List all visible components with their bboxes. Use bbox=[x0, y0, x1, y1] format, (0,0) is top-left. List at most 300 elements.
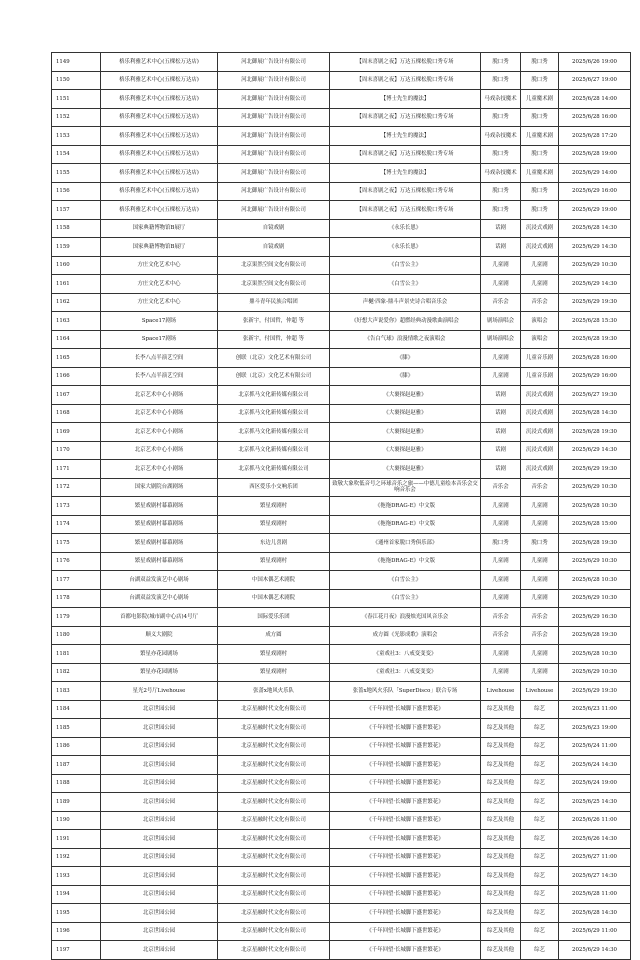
organizer-name: 北京星融时代文化有限公司 bbox=[218, 830, 330, 849]
show-category: 话剧 bbox=[481, 219, 521, 238]
show-title: 《千年回望·长城脚下盛世繁花》 bbox=[330, 774, 481, 793]
organizer-name: 北京抓马文化新传媒有限公司 bbox=[218, 386, 330, 405]
show-datetime: 2025/6/28 17:20 bbox=[559, 127, 631, 146]
show-datetime: 2025/6/27 19:30 bbox=[559, 386, 631, 405]
venue-name: 北京艺术中心小剧场 bbox=[101, 441, 218, 460]
show-datetime: 2025/6/28 19:30 bbox=[559, 534, 631, 553]
table-row bbox=[52, 219, 631, 238]
show-subcategory: 综艺 bbox=[521, 793, 559, 812]
show-datetime: 2025/6/28 14:30 bbox=[559, 404, 631, 423]
venue-name: 北京艺术中心小剧场 bbox=[101, 423, 218, 442]
show-category: 综艺及其他 bbox=[481, 867, 521, 886]
serial-number: 1180 bbox=[52, 626, 101, 645]
show-datetime: 2025/6/29 10:30 bbox=[559, 478, 631, 497]
show-subcategory: Livehouse bbox=[521, 682, 559, 701]
venue-name: 格乐利雅艺术中心(五棵松万达店) bbox=[101, 201, 218, 220]
show-category: 综艺及其他 bbox=[481, 700, 521, 719]
show-datetime: 2025/6/24 11:00 bbox=[559, 737, 631, 756]
show-title: 《大裹探赵赵雅》 bbox=[330, 423, 481, 442]
show-title: 声樾·四象-鼎斗声景史诗合唱音乐会 bbox=[330, 293, 481, 312]
show-title: 《通州首家脱口秀俱乐部》 bbox=[330, 534, 481, 553]
venue-name: 格乐利雅艺术中心(五棵松万达店) bbox=[101, 71, 218, 90]
table-row bbox=[52, 330, 631, 349]
show-title: 【周末喜剧之夜】万达五棵松脱口秀专场 bbox=[330, 182, 481, 201]
show-title: 【周末喜剧之夜】万达五棵松脱口秀专场 bbox=[330, 108, 481, 127]
serial-number: 1182 bbox=[52, 663, 101, 682]
show-subcategory: 综艺 bbox=[521, 885, 559, 904]
show-title: 《拖拖DRAG-E》中文版 bbox=[330, 497, 481, 516]
show-category: 综艺及其他 bbox=[481, 904, 521, 923]
venue-name: 北京艺术中心小剧场 bbox=[101, 386, 218, 405]
organizer-name: 北京果然空间文化有限公司 bbox=[218, 256, 330, 275]
show-subcategory: 儿童剧 bbox=[521, 497, 559, 516]
show-datetime: 2025/6/23 11:00 bbox=[559, 700, 631, 719]
organizer-name: 自镜戏剧 bbox=[218, 219, 330, 238]
organizer-name: 国际爱乐乐团 bbox=[218, 608, 330, 627]
show-title: 《告白气球》浪漫情歌之夜演唱会 bbox=[330, 330, 481, 349]
show-datetime: 2025/6/29 11:00 bbox=[559, 922, 631, 941]
serial-number: 1183 bbox=[52, 682, 101, 701]
serial-number: 1181 bbox=[52, 645, 101, 664]
organizer-name: 北京星融时代文化有限公司 bbox=[218, 774, 330, 793]
show-subcategory: 综艺 bbox=[521, 719, 559, 738]
table-row bbox=[52, 608, 631, 627]
show-datetime: 2025/6/29 19:30 bbox=[559, 460, 631, 479]
organizer-name: 中国木偶艺术剧院 bbox=[218, 589, 330, 608]
show-datetime: 2025/6/28 19:30 bbox=[559, 626, 631, 645]
show-subcategory: 儿童剧 bbox=[521, 552, 559, 571]
venue-name: 北京世园公园 bbox=[101, 848, 218, 867]
show-category: 综艺及其他 bbox=[481, 830, 521, 849]
table-row bbox=[52, 256, 631, 275]
table-row bbox=[52, 127, 631, 146]
venue-name: 格乐利雅艺术中心(五棵松万达店) bbox=[101, 182, 218, 201]
show-subcategory: 儿童剧 bbox=[521, 663, 559, 682]
show-subcategory: 脱口秀 bbox=[521, 71, 559, 90]
table-row bbox=[52, 552, 631, 571]
venue-name: Space17剧场 bbox=[101, 330, 218, 349]
organizer-name: 北京星融时代文化有限公司 bbox=[218, 885, 330, 904]
serial-number: 1177 bbox=[52, 571, 101, 590]
organizer-name: 北京星融时代文化有限公司 bbox=[218, 941, 330, 960]
show-title: 致敬大象吹低音号之环球音乐之旅——中德儿童绘本音乐会交响音乐会 bbox=[330, 478, 481, 497]
show-category: 综艺及其他 bbox=[481, 774, 521, 793]
show-category: 儿童剧 bbox=[481, 571, 521, 590]
venue-name: 北京世园公园 bbox=[101, 811, 218, 830]
table-row bbox=[52, 293, 631, 312]
serial-number: 1179 bbox=[52, 608, 101, 627]
show-title: 《童戏社3：八戒变变变》 bbox=[330, 645, 481, 664]
show-title: 《白雪公主》 bbox=[330, 589, 481, 608]
table-row bbox=[52, 145, 631, 164]
serial-number: 1157 bbox=[52, 201, 101, 220]
venue-name: 繁星戏剧村幕幕剧场 bbox=[101, 534, 218, 553]
show-title: 《千年回望·长城脚下盛世繁花》 bbox=[330, 848, 481, 867]
show-subcategory: 综艺 bbox=[521, 700, 559, 719]
venue-name: 台湖双益发演艺中心剧场 bbox=[101, 589, 218, 608]
serial-number: 1197 bbox=[52, 941, 101, 960]
show-datetime: 2025/6/28 10:30 bbox=[559, 497, 631, 516]
venue-name: 格乐利雅艺术中心(五棵松万达店) bbox=[101, 127, 218, 146]
show-subcategory: 脱口秀 bbox=[521, 534, 559, 553]
show-category: 脱口秀 bbox=[481, 53, 521, 72]
show-category: 话剧 bbox=[481, 423, 521, 442]
table-row bbox=[52, 53, 631, 72]
show-subcategory: 演唱会 bbox=[521, 330, 559, 349]
show-category: 综艺及其他 bbox=[481, 885, 521, 904]
show-category: 综艺及其他 bbox=[481, 811, 521, 830]
serial-number: 1156 bbox=[52, 182, 101, 201]
table-row bbox=[52, 367, 631, 386]
organizer-name: 北京星融时代文化有限公司 bbox=[218, 793, 330, 812]
table-row bbox=[52, 645, 631, 664]
show-datetime: 2025/6/27 14:30 bbox=[559, 867, 631, 886]
show-category: 儿童剧 bbox=[481, 367, 521, 386]
organizer-name: 河北御展广告设计有限公司 bbox=[218, 145, 330, 164]
serial-number: 1178 bbox=[52, 589, 101, 608]
show-datetime: 2025/6/28 19:30 bbox=[559, 423, 631, 442]
show-subcategory: 沉浸式戏剧 bbox=[521, 460, 559, 479]
table-row bbox=[52, 534, 631, 553]
table-row bbox=[52, 774, 631, 793]
show-category: 儿童剧 bbox=[481, 515, 521, 534]
table-row bbox=[52, 719, 631, 738]
show-datetime: 2025/6/25 14:30 bbox=[559, 793, 631, 812]
show-category: 儿童剧 bbox=[481, 497, 521, 516]
table-row bbox=[52, 386, 631, 405]
show-category: 音乐会 bbox=[481, 626, 521, 645]
show-category: 儿童剧 bbox=[481, 275, 521, 294]
organizer-name: 中国木偶艺术剧院 bbox=[218, 571, 330, 590]
show-datetime: 2025/6/29 10:30 bbox=[559, 256, 631, 275]
show-category: 剧场演唱会 bbox=[481, 312, 521, 331]
show-datetime: 2025/6/28 14:00 bbox=[559, 90, 631, 109]
venue-name: 北京世园公园 bbox=[101, 774, 218, 793]
organizer-name: 北京星融时代文化有限公司 bbox=[218, 848, 330, 867]
venue-name: 北京世园公园 bbox=[101, 941, 218, 960]
table-row bbox=[52, 700, 631, 719]
show-title: 《大裹探赵赵雅》 bbox=[330, 386, 481, 405]
show-datetime: 2025/6/29 16:00 bbox=[559, 367, 631, 386]
table-row bbox=[52, 460, 631, 479]
table-row bbox=[52, 71, 631, 90]
serial-number: 1188 bbox=[52, 774, 101, 793]
show-datetime: 2025/6/23 19:00 bbox=[559, 719, 631, 738]
show-category: Livehouse bbox=[481, 682, 521, 701]
show-datetime: 2025/6/29 10:30 bbox=[559, 663, 631, 682]
show-subcategory: 沉浸式戏剧 bbox=[521, 423, 559, 442]
show-subcategory: 儿童魔术剧 bbox=[521, 127, 559, 146]
show-category: 综艺及其他 bbox=[481, 737, 521, 756]
serial-number: 1153 bbox=[52, 127, 101, 146]
show-category: 马戏杂技魔术 bbox=[481, 164, 521, 183]
show-subcategory: 儿童剧 bbox=[521, 645, 559, 664]
show-category: 脱口秀 bbox=[481, 108, 521, 127]
show-datetime: 2025/6/27 19:00 bbox=[559, 71, 631, 90]
serial-number: 1189 bbox=[52, 793, 101, 812]
show-title: 【博士先生的魔法】 bbox=[330, 127, 481, 146]
table-row bbox=[52, 682, 631, 701]
show-subcategory: 沉浸式戏剧 bbox=[521, 219, 559, 238]
organizer-name: 创联（北京）文化艺术有限公司 bbox=[218, 349, 330, 368]
show-subcategory: 脱口秀 bbox=[521, 145, 559, 164]
show-title: 《永乐长恩》 bbox=[330, 238, 481, 257]
organizer-name: 北京果然空间文化有限公司 bbox=[218, 275, 330, 294]
show-title: 《千年回望·长城脚下盛世繁花》 bbox=[330, 811, 481, 830]
table-row bbox=[52, 108, 631, 127]
venue-name: 格乐利雅艺术中心(五棵松万达店) bbox=[101, 164, 218, 183]
serial-number: 1150 bbox=[52, 71, 101, 90]
show-category: 剧场演唱会 bbox=[481, 330, 521, 349]
organizer-name: 繁星戏剧村 bbox=[218, 645, 330, 664]
organizer-name: 北京抓马文化新传媒有限公司 bbox=[218, 441, 330, 460]
table-row bbox=[52, 941, 631, 960]
show-subcategory: 儿童剧 bbox=[521, 515, 559, 534]
serial-number: 1170 bbox=[52, 441, 101, 460]
venue-name: 北京世园公园 bbox=[101, 700, 218, 719]
table-row bbox=[52, 478, 631, 497]
show-subcategory: 儿童剧 bbox=[521, 571, 559, 590]
show-title: 《白雪公主》 bbox=[330, 571, 481, 590]
show-datetime: 2025/6/28 19:30 bbox=[559, 330, 631, 349]
table-row bbox=[52, 515, 631, 534]
show-title: 《膝》 bbox=[330, 367, 481, 386]
show-subcategory: 音乐会 bbox=[521, 608, 559, 627]
show-subcategory: 综艺 bbox=[521, 867, 559, 886]
show-datetime: 2025/6/29 19:00 bbox=[559, 201, 631, 220]
organizer-name: 河北御展广告设计有限公司 bbox=[218, 182, 330, 201]
table-row bbox=[52, 275, 631, 294]
venue-name: Space17剧场 bbox=[101, 312, 218, 331]
venue-name: 格乐利雅艺术中心(五棵松万达店) bbox=[101, 90, 218, 109]
show-datetime: 2025/6/28 19:00 bbox=[559, 145, 631, 164]
organizer-name: 河北御展广告设计有限公司 bbox=[218, 127, 330, 146]
show-category: 综艺及其他 bbox=[481, 848, 521, 867]
table-row bbox=[52, 737, 631, 756]
serial-number: 1166 bbox=[52, 367, 101, 386]
table-row bbox=[52, 589, 631, 608]
serial-number: 1174 bbox=[52, 515, 101, 534]
show-category: 马戏杂技魔术 bbox=[481, 90, 521, 109]
serial-number: 1152 bbox=[52, 108, 101, 127]
show-subcategory: 综艺 bbox=[521, 922, 559, 941]
venue-name: 长李八点半演艺空间 bbox=[101, 367, 218, 386]
show-category: 脱口秀 bbox=[481, 182, 521, 201]
show-title: 《白雪公主》 bbox=[330, 275, 481, 294]
show-datetime: 2025/6/28 10:30 bbox=[559, 645, 631, 664]
venue-name: 方庄文化艺术中心 bbox=[101, 256, 218, 275]
venue-name: 台湖双益发演艺中心剧场 bbox=[101, 571, 218, 590]
show-subcategory: 儿童剧 bbox=[521, 275, 559, 294]
show-category: 音乐会 bbox=[481, 293, 521, 312]
show-subcategory: 沉浸式戏剧 bbox=[521, 441, 559, 460]
show-subcategory: 儿童剧 bbox=[521, 589, 559, 608]
organizer-name: 河北御展广告设计有限公司 bbox=[218, 53, 330, 72]
organizer-name: 成方圆 bbox=[218, 626, 330, 645]
serial-number: 1167 bbox=[52, 386, 101, 405]
table-row bbox=[52, 793, 631, 812]
table-row bbox=[52, 885, 631, 904]
show-title: 《大裹探赵赵雅》 bbox=[330, 441, 481, 460]
table-row bbox=[52, 811, 631, 830]
serial-number: 1186 bbox=[52, 737, 101, 756]
show-title: 《好想大声说爱你》超燃经典动漫歌曲演唱会 bbox=[330, 312, 481, 331]
show-category: 综艺及其他 bbox=[481, 793, 521, 812]
show-datetime: 2025/6/29 10:30 bbox=[559, 589, 631, 608]
serial-number: 1159 bbox=[52, 238, 101, 257]
table-row bbox=[52, 238, 631, 257]
show-subcategory: 儿童魔术剧 bbox=[521, 164, 559, 183]
table-row bbox=[52, 904, 631, 923]
show-subcategory: 儿童剧 bbox=[521, 256, 559, 275]
show-subcategory: 音乐会 bbox=[521, 478, 559, 497]
organizer-name: 繁星戏剧村 bbox=[218, 663, 330, 682]
venue-name: 北京世园公园 bbox=[101, 756, 218, 775]
show-category: 儿童剧 bbox=[481, 645, 521, 664]
venue-name: 格乐利雅艺术中心(五棵松万达店) bbox=[101, 145, 218, 164]
show-category: 马戏杂技魔术 bbox=[481, 127, 521, 146]
table-row bbox=[52, 441, 631, 460]
organizer-name: 鼎斗青年民族合唱团 bbox=[218, 293, 330, 312]
venue-name: 北京世园公园 bbox=[101, 793, 218, 812]
serial-number: 1196 bbox=[52, 922, 101, 941]
show-title: 《大裹探赵赵雅》 bbox=[330, 404, 481, 423]
show-title: 《千年回望·长城脚下盛世繁花》 bbox=[330, 700, 481, 719]
show-title: 《千年回望·长城脚下盛世繁花》 bbox=[330, 756, 481, 775]
venue-name: 北京艺术中心小剧场 bbox=[101, 404, 218, 423]
table-row bbox=[52, 349, 631, 368]
table-row bbox=[52, 663, 631, 682]
show-category: 音乐会 bbox=[481, 608, 521, 627]
show-title: 张蔷x地风火乐队「SuperDisco」联合专场 bbox=[330, 682, 481, 701]
organizer-name: 河北御展广告设计有限公司 bbox=[218, 71, 330, 90]
show-datetime: 2025/6/29 14:30 bbox=[559, 275, 631, 294]
organizer-name: 北京星融时代文化有限公司 bbox=[218, 922, 330, 941]
organizer-name: 张新宇，付国哲，仲超 等 bbox=[218, 312, 330, 331]
table-row bbox=[52, 404, 631, 423]
show-subcategory: 脱口秀 bbox=[521, 108, 559, 127]
show-subcategory: 综艺 bbox=[521, 774, 559, 793]
table-row bbox=[52, 497, 631, 516]
organizer-name: 西区爱乐小交响乐团 bbox=[218, 478, 330, 497]
serial-number: 1165 bbox=[52, 349, 101, 368]
serial-number: 1192 bbox=[52, 848, 101, 867]
serial-number: 1173 bbox=[52, 497, 101, 516]
show-datetime: 2025/6/24 19:00 bbox=[559, 774, 631, 793]
venue-name: 国家典籍博物馆B展厅 bbox=[101, 219, 218, 238]
venue-name: 北京世园公园 bbox=[101, 830, 218, 849]
serial-number: 1162 bbox=[52, 293, 101, 312]
organizer-name: 繁星戏剧村 bbox=[218, 497, 330, 516]
show-category: 儿童剧 bbox=[481, 552, 521, 571]
table-row bbox=[52, 201, 631, 220]
show-title: 《千年回望·长城脚下盛世繁花》 bbox=[330, 719, 481, 738]
organizer-name: 自镜戏剧 bbox=[218, 238, 330, 257]
show-datetime: 2025/6/28 15:30 bbox=[559, 312, 631, 331]
venue-name: 北京世园公园 bbox=[101, 904, 218, 923]
show-datetime: 2025/6/29 14:30 bbox=[559, 441, 631, 460]
show-category: 儿童剧 bbox=[481, 663, 521, 682]
show-datetime: 2025/6/29 19:30 bbox=[559, 682, 631, 701]
organizer-name: 东边儿喜剧 bbox=[218, 534, 330, 553]
show-category: 话剧 bbox=[481, 404, 521, 423]
show-title: 《膝》 bbox=[330, 349, 481, 368]
show-subcategory: 综艺 bbox=[521, 737, 559, 756]
show-subcategory: 脱口秀 bbox=[521, 53, 559, 72]
show-subcategory: 演唱会 bbox=[521, 312, 559, 331]
table-row bbox=[52, 90, 631, 109]
serial-number: 1195 bbox=[52, 904, 101, 923]
show-title: 《千年回望·长城脚下盛世繁花》 bbox=[330, 737, 481, 756]
serial-number: 1193 bbox=[52, 867, 101, 886]
show-datetime: 2025/6/29 14:30 bbox=[559, 941, 631, 960]
show-title: 《千年回望·长城脚下盛世繁花》 bbox=[330, 904, 481, 923]
serial-number: 1172 bbox=[52, 478, 101, 497]
venue-name: 北京世园公园 bbox=[101, 867, 218, 886]
show-title: 【周末喜剧之夜】万达五棵松脱口秀专场 bbox=[330, 71, 481, 90]
table-row bbox=[52, 164, 631, 183]
show-category: 脱口秀 bbox=[481, 201, 521, 220]
show-subcategory: 儿童音乐剧 bbox=[521, 349, 559, 368]
show-category: 脱口秀 bbox=[481, 71, 521, 90]
show-title: 【周末喜剧之夜】万达五棵松脱口秀专场 bbox=[330, 201, 481, 220]
show-datetime: 2025/6/26 19:00 bbox=[559, 53, 631, 72]
show-subcategory: 综艺 bbox=[521, 848, 559, 867]
show-datetime: 2025/6/29 19:30 bbox=[559, 293, 631, 312]
serial-number: 1190 bbox=[52, 811, 101, 830]
show-category: 话剧 bbox=[481, 238, 521, 257]
serial-number: 1191 bbox=[52, 830, 101, 849]
table-row bbox=[52, 571, 631, 590]
venue-name: 北京艺术中心小剧场 bbox=[101, 460, 218, 479]
show-title: 《春江花月夜》浪漫烛光国风音乐会 bbox=[330, 608, 481, 627]
show-subcategory: 儿童魔术剧 bbox=[521, 90, 559, 109]
show-datetime: 2025/6/29 14:30 bbox=[559, 238, 631, 257]
show-datetime: 2025/6/29 16:30 bbox=[559, 608, 631, 627]
organizer-name: 北京星融时代文化有限公司 bbox=[218, 904, 330, 923]
organizer-name: 河北御展广告设计有限公司 bbox=[218, 164, 330, 183]
show-subcategory: 沉浸式戏剧 bbox=[521, 238, 559, 257]
table-row bbox=[52, 830, 631, 849]
organizer-name: 北京星融时代文化有限公司 bbox=[218, 700, 330, 719]
serial-number: 1149 bbox=[52, 53, 101, 72]
venue-name: 顺义大剧院 bbox=[101, 626, 218, 645]
serial-number: 1168 bbox=[52, 404, 101, 423]
show-subcategory: 综艺 bbox=[521, 811, 559, 830]
show-title: 《大裹探赵赵雅》 bbox=[330, 460, 481, 479]
show-subcategory: 脱口秀 bbox=[521, 201, 559, 220]
show-datetime: 2025/6/27 11:00 bbox=[559, 848, 631, 867]
serial-number: 1164 bbox=[52, 330, 101, 349]
show-datetime: 2025/6/24 14:30 bbox=[559, 756, 631, 775]
show-title: 《千年回望·长城脚下盛世繁花》 bbox=[330, 793, 481, 812]
show-subcategory: 脱口秀 bbox=[521, 182, 559, 201]
show-datetime: 2025/6/28 15:00 bbox=[559, 515, 631, 534]
venue-name: 方庄文化艺术中心 bbox=[101, 293, 218, 312]
organizer-name: 北京星融时代文化有限公司 bbox=[218, 867, 330, 886]
venue-name: 繁星戏剧村幕幕剧场 bbox=[101, 497, 218, 516]
organizer-name: 北京星融时代文化有限公司 bbox=[218, 719, 330, 738]
show-category: 综艺及其他 bbox=[481, 756, 521, 775]
show-category: 综艺及其他 bbox=[481, 922, 521, 941]
show-category: 综艺及其他 bbox=[481, 941, 521, 960]
show-title: 《永乐长恩》 bbox=[330, 219, 481, 238]
show-subcategory: 综艺 bbox=[521, 941, 559, 960]
organizer-name: 河北御展广告设计有限公司 bbox=[218, 90, 330, 109]
venue-name: 繁星亦花园剧场 bbox=[101, 663, 218, 682]
venue-name: 北京世园公园 bbox=[101, 885, 218, 904]
organizer-name: 北京抓马文化新传媒有限公司 bbox=[218, 423, 330, 442]
